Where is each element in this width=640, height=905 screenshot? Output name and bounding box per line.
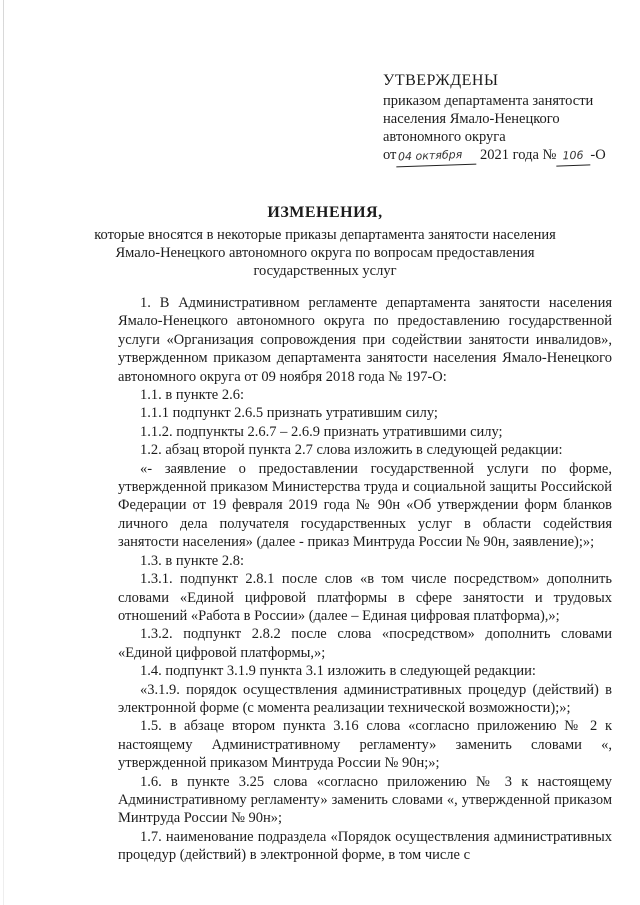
approval-stamp-block [383, 72, 623, 166]
paragraph: 1.3.1. подпункт 2.8.1 после слов «в том числе посредством» дополнить словами «Единой цифровой платформы в сфере занятости и трудовых отношений «Работа в России» (далее – Единая цифровая платформа),»; [118, 571, 612, 624]
approval-line: приказом департамента занятости [383, 93, 594, 109]
handwritten-date: 04 октября [396, 146, 477, 168]
document-body [118, 294, 612, 865]
order-prefix: от [383, 147, 397, 163]
paragraph: «- заявление о предоставлении государственной услуги по форме, утвержденной приказом Министерства труда и социальной защиты Российской Федерации от 19 февраля 2019 года № 90н «Об утверждении форм бланков личного дела получателя государственных услуг в области содействия занятости населения» (далее - приказ Минтруда России № 90н, заявление);»; [118, 460, 612, 551]
paragraph: 1.4. подпункт 3.1.9 пункта 3.1 изложить в следующей редакции: [140, 663, 536, 680]
scan-edge [3, 0, 4, 905]
paragraph: 1.2. абзац второй пункта 2.7 слова изложить в следующей редакции: [140, 442, 563, 459]
order-suffix: -О [590, 147, 606, 163]
paragraph: 1.3. в пункте 2.8: [140, 552, 245, 569]
approval-line: населения Ямало-Ненецкого [383, 111, 560, 127]
approval-heading: УТВЕРЖДЕНЫ [383, 72, 499, 89]
paragraph: 1.1.1 подпункт 2.6.5 признать утратившим силу; [140, 405, 438, 422]
document-title: ИЗМЕНЕНИЯ, [267, 204, 383, 221]
order-reference [383, 146, 623, 166]
paragraph: 1.1.2. подпункты 2.6.7 – 2.6.9 признать утратившими силу; [140, 423, 503, 440]
paragraph: 1.3.2. подпункт 2.8.2 после слова «посредством» дополнить словами «Единой цифровой платформы,»; [118, 626, 612, 661]
paragraph: «3.1.9. порядок осуществления административных процедур (действий) в электронной форме (с момента реализации технической возможности);»; [118, 681, 612, 716]
approval-line: автономного округа [383, 129, 506, 145]
document-title-block [90, 204, 560, 280]
paragraph: 1.1. в пункте 2.6: [140, 387, 245, 404]
handwritten-number: 106 [556, 146, 591, 166]
document-subtitle: которые вносятся в некоторые приказы департамента занятости населения Ямало-Ненецкого автономного округа по вопросам предоставления государственных услуг [94, 227, 556, 279]
paragraph: 1. В Административном регламенте департамента занятости населения Ямало-Ненецкого автономного округа по предоставлению государственной услуги «Организация сопровождения при содействии занятости инвалидов», утвержденном приказом департамента занятости населения Ямало-Ненецкого автономного округа от 09 ноября 2018 года № 197-О: [118, 295, 612, 385]
paragraph: 1.7. наименование подраздела «Порядок осуществления административных процедур (действий) в электронной форме, в том числе с [118, 828, 612, 864]
paragraph: 1.6. в пункте 3.25 слова «согласно приложению № 3 к настоящему Административному регламенту» заменить словами «, утвержденной приказом Минтруда России № 90н»; [118, 773, 612, 827]
paragraph: 1.5. в абзаце втором пункта 3.16 слова «согласно приложению № 2 к настоящему Административному регламенту» заменить словами «, утвержденной приказом Минтруда России № 90н;»; [118, 718, 612, 772]
order-middle: 2021 года № [480, 147, 557, 163]
